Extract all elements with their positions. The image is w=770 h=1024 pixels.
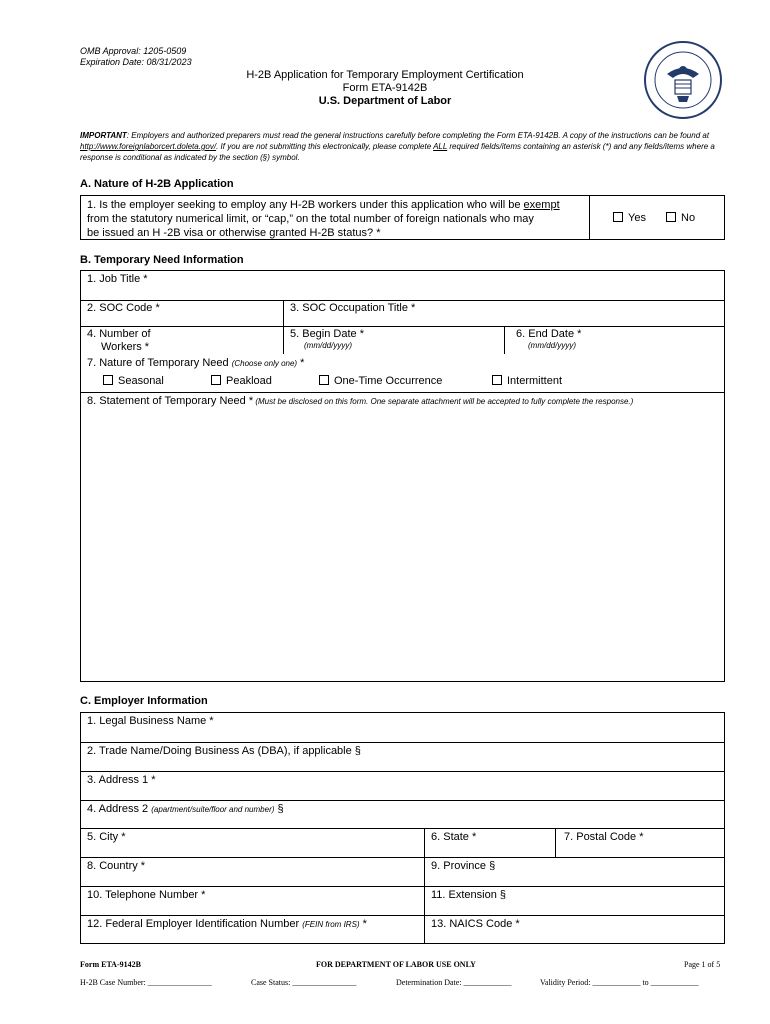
num-workers-field[interactable]: 4. Number of Workers * — [87, 328, 151, 353]
trade-name-field[interactable]: 2. Trade Name/Doing Business As (DBA), if applicable § — [87, 745, 361, 757]
seasonal-checkbox[interactable] — [103, 375, 113, 385]
instructions-link[interactable]: http://www.foreignlaborcert.doleta.gov/ — [80, 142, 217, 151]
omb-approval: OMB Approval: 1205-0509 — [80, 46, 187, 56]
department-name: U.S. Department of Labor — [318, 95, 452, 107]
option-one-time[interactable]: One-Time Occurrence — [319, 375, 442, 387]
intermittent-checkbox[interactable] — [492, 375, 502, 385]
option-intermittent[interactable]: Intermittent — [492, 375, 562, 387]
question-a1: 1. Is the employer seeking to employ any H-2B workers under this application who will be exempt from the statutory numerical limit, or “cap,” on the total number of foreign nationals who may be issued an H -2B visa or otherwise granted H-2B status? * — [87, 199, 560, 239]
one-time-checkbox[interactable] — [319, 375, 329, 385]
province-field[interactable]: 9. Province § — [431, 860, 496, 872]
yes-checkbox[interactable] — [613, 212, 623, 222]
section-c-box — [80, 712, 725, 944]
statement-of-need-field[interactable]: 8. Statement of Temporary Need * (Must be disclosed on this form. One separate attachment will be accepted to fully complete the response.) — [87, 395, 634, 407]
fein-field[interactable]: 12. Federal Employer Identification Number (FEIN from IRS) * — [87, 918, 367, 930]
soc-title-field[interactable]: 3. SOC Occupation Title * — [290, 302, 416, 314]
soc-code-field[interactable]: 2. SOC Code * — [87, 302, 160, 314]
important-notice: IMPORTANT: Employers and authorized preparers must read the general instructions carefully before completing the Form ETA-9142B. A copy of the instructions can be found at http://www.foreignlaborcert.doleta.gov/. If you are not submitting this electronically, please complete ALL required fields/items containing an asterisk (*) and any fields/items where a response is conditional as indicated by the section (§) symbol. — [80, 131, 715, 162]
footer-case-number: H-2B Case Number: ________________ — [80, 978, 212, 987]
end-date-field[interactable]: 6. End Date * (mm/dd/yyyy) — [516, 328, 582, 350]
footer-case-status: Case Status: ________________ — [251, 978, 357, 987]
form-title: H-2B Application for Temporary Employment Certification — [246, 69, 524, 81]
no-option[interactable]: No — [666, 212, 695, 224]
omb-info — [80, 46, 192, 68]
section-a-box — [80, 195, 725, 240]
begin-date-field[interactable]: 5. Begin Date * (mm/dd/yyyy) — [290, 328, 364, 350]
dol-seal-logo — [643, 40, 723, 120]
country-field[interactable]: 8. Country * — [87, 860, 146, 872]
peakload-checkbox[interactable] — [211, 375, 221, 385]
yes-option[interactable]: Yes — [613, 212, 646, 224]
city-field[interactable]: 5. City * — [87, 831, 126, 843]
option-seasonal[interactable]: Seasonal — [103, 375, 164, 387]
important-label: IMPORTANT — [80, 131, 127, 140]
address2-field[interactable]: 4. Address 2 (apartment/suite/floor and number) § — [87, 803, 284, 815]
address1-field[interactable]: 3. Address 1 * — [87, 774, 156, 786]
section-a-title: A. Nature of H-2B Application — [80, 178, 234, 190]
form-number: Form ETA-9142B — [342, 82, 428, 94]
section-b-title: B. Temporary Need Information — [80, 254, 244, 266]
footer-form-number: Form ETA-9142B — [80, 960, 141, 969]
extension-field[interactable]: 11. Extension § — [431, 889, 507, 901]
footer-page-number: Page 1 of 5 — [684, 960, 721, 969]
telephone-field[interactable]: 10. Telephone Number * — [87, 889, 206, 901]
option-peakload[interactable]: Peakload — [211, 375, 272, 387]
state-field[interactable]: 6. State * — [431, 831, 477, 843]
legal-business-name-field[interactable]: 1. Legal Business Name * — [87, 715, 214, 727]
no-checkbox[interactable] — [666, 212, 676, 222]
section-b-box — [80, 270, 725, 682]
expiration-date: Expiration Date: 08/31/2023 — [80, 57, 192, 67]
footer-validity-period: Validity Period: ____________ to ____________ — [540, 978, 699, 987]
naics-code-field[interactable]: 13. NAICS Code * — [431, 918, 520, 930]
nature-of-need-label: 7. Nature of Temporary Need (Choose only one) * — [87, 357, 305, 369]
job-title-field[interactable]: 1. Job Title * — [87, 273, 148, 285]
section-c-title: C. Employer Information — [80, 695, 208, 707]
footer-dol-use: FOR DEPARTMENT OF LABOR USE ONLY — [316, 960, 476, 969]
postal-code-field[interactable]: 7. Postal Code * — [564, 831, 644, 843]
footer-determination-date: Determination Date: ____________ — [396, 978, 512, 987]
